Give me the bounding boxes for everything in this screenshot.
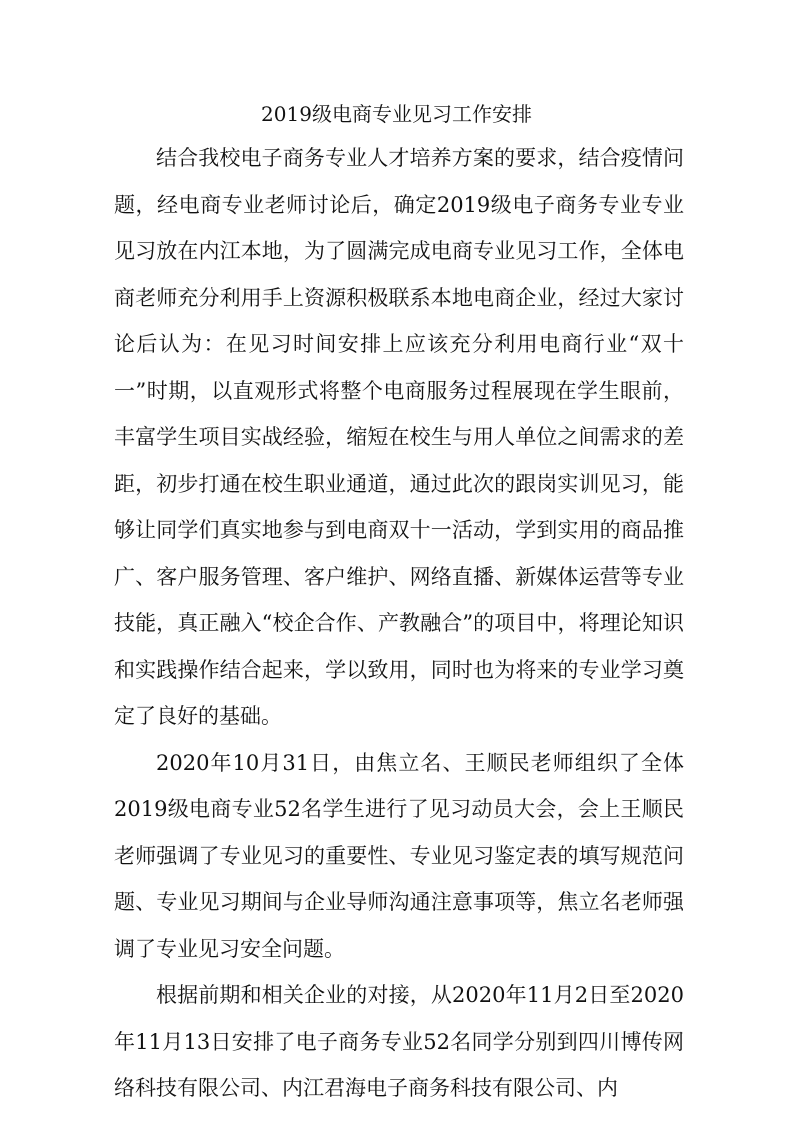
paragraph-1: 结合我校电子商务专业人才培养方案的要求，结合疫情问题，经电商专业老师讨论后，确定2019级电子商务专业专业见习放在内江本地，为了圆满完成电商专业见习工作，全体电商老师充分利用手上资源积极联系本地电商企业，经过大家讨论后认为：在见习时间安排上应该充分利用电商行业“双十一”时期，以直观形式将整个电商服务过程展现在学生眼前，丰富学生项目实战经验，缩短在校生与用人单位之间需求的差距，初步打通在校生职业通道，通过此次的跟岗实训见习，能够让同学们真实地参与到电商双十一活动，学到实用的商品推广、客户服务管理、客户维护、网络直播、新媒体运营等专业技能，真正融入“校企合作、产教融合”的项目中，将理论知识和实践操作结合起来，学以致用，同时也为将来的专业学习奠定了良好的基础。: [114, 146, 684, 728]
paragraph-2: 2020年10月31日，由焦立名、王顺民老师组织了全体2019级电商专业52名学生进行了见习动员大会，会上王顺民老师强调了专业见习的重要性、专业见习鉴定表的填写规范问题、专业见习期间与企业导师沟通注意事项等，焦立名老师强调了专业见习安全问题。: [114, 750, 684, 961]
document-title: 2019级电商专业见习工作安排: [261, 102, 532, 126]
document-body: [114, 135, 684, 1112]
paragraph-3: 根据前期和相关企业的对接，从2020年11月2日至2020年11月13日安排了电子商务专业52名同学分别到四川博传网络科技有限公司、内江君海电子商务科技有限公司、内: [114, 983, 684, 1100]
